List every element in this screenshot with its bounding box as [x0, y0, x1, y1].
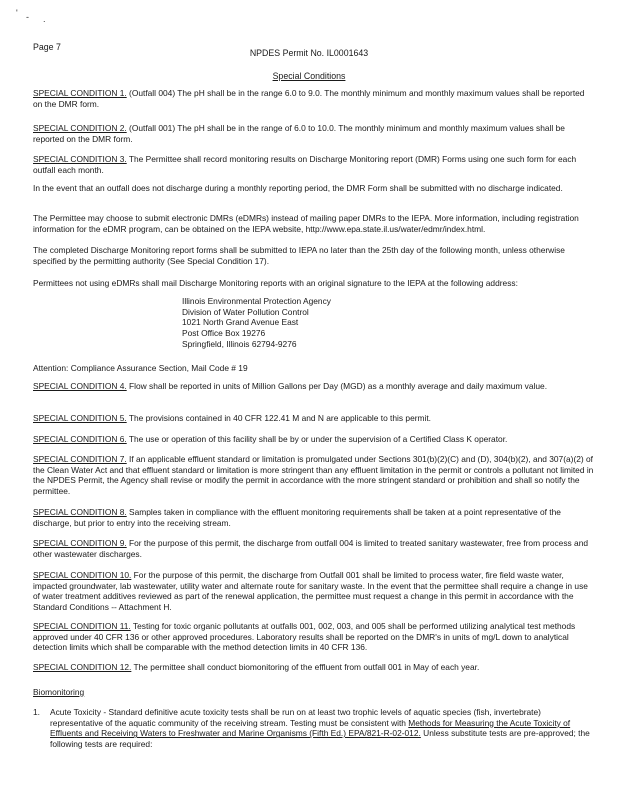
condition-label: SPECIAL CONDITION 6. — [33, 434, 127, 444]
scan-mark: - — [26, 12, 29, 22]
condition-text: Testing for toxic organic pollutants at outfalls 001, 002, 003, and 005 shall be performed utilizing analytical test methods approved under 40 CFR 136 or other approved procedures. Laboratory results shall be reported on the DMR's in units of mg/L down to analytical detection limits which shall be comparable with the method detection limits in 40 CFR 136. — [33, 621, 576, 653]
condition-text: Flow shall be reported in units of Million Gallons per Day (MGD) as a monthly average and daily maximum value. — [126, 381, 548, 391]
condition-text: If an applicable effluent standard or limitation is promulgated under Sections 301(b)(2)(C) and (D), 304(b)(2), and 307(a)(2) of the Clean Water Act and that effluent standard or limitation is more stringent than any effluent limitation in the permit or controls a pollutant not limited in the NPDES Permit, the Agency shall revise or modify the permit in accordance with the more stringent standard or prohibition and shall so notify the permittee. — [33, 454, 594, 496]
special-condition-11 — [33, 621, 595, 653]
address-line: Division of Water Pollution Control — [182, 306, 309, 317]
condition-label: SPECIAL CONDITION 10. — [33, 570, 132, 580]
address-line: Illinois Environmental Protection Agency — [182, 296, 331, 306]
special-condition-6 — [33, 434, 595, 445]
address-line: 1021 North Grand Avenue East — [182, 317, 299, 328]
submission-deadline-paragraph: The completed Discharge Monitoring report forms shall be submitted to IEPA no later than the 25th day of the following month, unless otherwise specified by the permitting authority (See Special Condition 17). — [33, 245, 565, 266]
special-condition-7 — [33, 454, 595, 496]
condition-label: SPECIAL CONDITION 12. — [33, 662, 132, 672]
condition-text: The Permittee shall record monitoring results on Discharge Monitoring report (DMR) Forms using one such form for each outfall each month. — [33, 154, 577, 175]
condition-text: For the purpose of this permit, the discharge from outfall 004 is limited to treated sanitary wastewater, free from process and other wastewater discharges. — [33, 538, 589, 559]
condition-label: SPECIAL CONDITION 2. — [33, 123, 127, 133]
special-condition-3 — [33, 154, 595, 175]
condition-text: The permittee shall conduct biomonitoring of the effluent from outfall 001 in May of each year. — [131, 662, 480, 672]
condition-label: SPECIAL CONDITION 3. — [33, 154, 127, 164]
condition-label: SPECIAL CONDITION 1. — [33, 88, 127, 98]
mailing-address — [182, 296, 482, 350]
special-condition-2 — [33, 123, 595, 144]
list-number: 1. — [33, 707, 40, 717]
item-text: Unless substitute tests are pre-approved; the following tests are required: — [50, 728, 590, 749]
page-number: Page 7 — [33, 42, 61, 52]
condition-label: SPECIAL CONDITION 9. — [33, 538, 127, 548]
biomonitoring-item-1 — [33, 707, 595, 749]
scan-mark: ' — [16, 8, 18, 18]
special-condition-12 — [33, 662, 595, 673]
condition-text: Samples taken in compliance with the effluent monitoring requirements shall be taken at a point representative of the discharge, but prior to entry into the receiving stream. — [33, 507, 561, 528]
biomonitoring-heading: Biomonitoring — [33, 687, 85, 697]
special-condition-10 — [33, 570, 595, 612]
address-line: Post Office Box 19276 — [182, 328, 266, 339]
condition-text: (Outfall 001) The pH shall be in the range of 6.0 to 10.0. The monthly minimum and monthly maximum values shall be reported on the DMR form. — [33, 123, 565, 144]
edmr-paragraph: The Permittee may choose to submit electronic DMRs (eDMRs) instead of mailing paper DMRs to the IEPA. More information, including registration information for the eDMR program, can be obtained on the IEPA website, http://www.epa.state.il.us/water/edmr/index.html. — [33, 213, 579, 234]
special-condition-1 — [33, 88, 595, 109]
condition-text: For the purpose of this permit, the discharge from Outfall 001 shall be limited to process water, fire field waste water, impacted groundwater, lab wastewater, utility water and alternate route for sanitary waste. In the event that the permittee shall require a change in use of water treatment additives reviewed as part of the renewal application, the permittee must request a change in this permit in accordance with the Standard Conditions -- Attachment H. — [33, 570, 588, 612]
no-discharge-paragraph: In the event that an outfall does not discharge during a monthly reporting period, the DMR Form shall be submitted with no discharge indicated. — [33, 183, 563, 193]
condition-text: The provisions contained in 40 CFR 122.41 M and N are applicable to this permit. — [126, 413, 432, 423]
scan-mark: . — [43, 14, 46, 24]
special-condition-8 — [33, 507, 595, 528]
condition-label: SPECIAL CONDITION 5. — [33, 413, 127, 423]
condition-label: SPECIAL CONDITION 4. — [33, 381, 127, 391]
special-condition-9 — [33, 538, 595, 559]
condition-text: The use or operation of this facility shall be by or under the supervision of a Certified Class K operator. — [126, 434, 508, 444]
mailing-instruction-paragraph: Permittees not using eDMRs shall mail Discharge Monitoring reports with an original signature to the IEPA at the following address: — [33, 278, 518, 288]
condition-label: SPECIAL CONDITION 7. — [33, 454, 127, 464]
condition-label: SPECIAL CONDITION 11. — [33, 621, 131, 631]
condition-label: SPECIAL CONDITION 8. — [33, 507, 127, 517]
permit-title: NPDES Permit No. IL0001643 — [249, 48, 369, 58]
address-line: Springfield, Illinois 62794-9276 — [182, 338, 297, 349]
special-condition-4 — [33, 381, 595, 392]
special-condition-5 — [33, 413, 595, 424]
condition-text: (Outfall 004) The pH shall be in the range 6.0 to 9.0. The monthly minimum and monthly maximum values shall be reported on the DMR form. — [33, 88, 585, 109]
item-text: Acute Toxicity - Standard definitive acute toxicity tests shall be run on at least two trophic levels of aquatic species (fish, invertebrate) representative of the aquatic community of the receiving stream. Testing must be consistent with — [50, 707, 541, 728]
method-reference: Methods for Measuring the Acute Toxicity of Effluents and Receiving Waters to Freshwater and Marine Organisms (Fifth Ed.) EPA/821-R-02-012. — [50, 717, 571, 739]
attention-line: Attention: Compliance Assurance Section, Mail Code # 19 — [33, 363, 248, 373]
section-title: Special Conditions — [272, 71, 346, 81]
